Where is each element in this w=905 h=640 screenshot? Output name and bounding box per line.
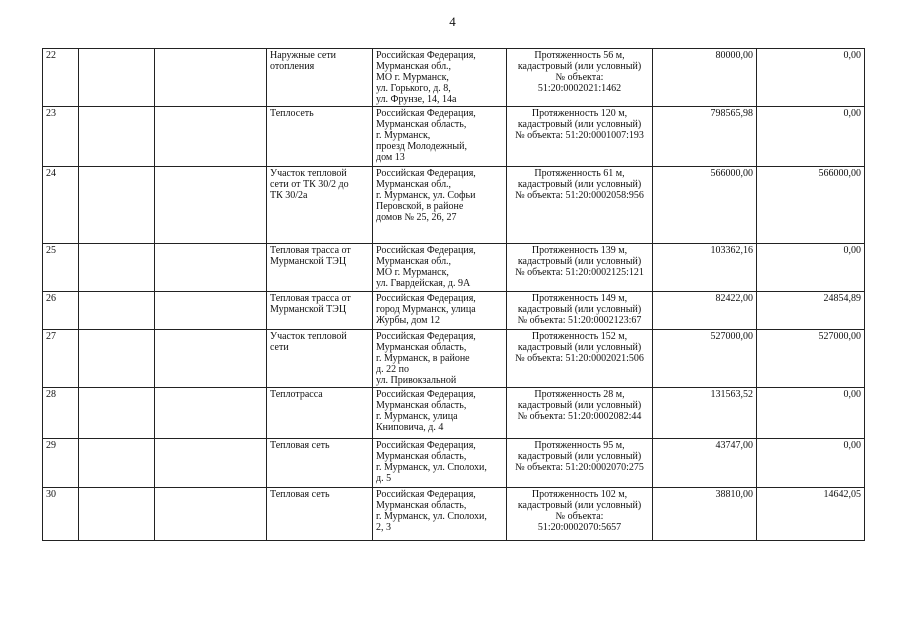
- object-name-cell: [267, 330, 373, 388]
- row-number: 26: [46, 293, 56, 304]
- empty-cell: [79, 439, 155, 488]
- value-cell: [653, 330, 757, 388]
- address-line: Мурманская обл.,: [376, 61, 452, 72]
- value-cell: [653, 488, 757, 541]
- description-line: Протяженность 61 м,: [534, 168, 625, 179]
- book-value: 566000,00: [710, 168, 753, 179]
- object-name-line: сети от ТК 30/2 до: [270, 179, 349, 190]
- description-cell: [507, 330, 653, 388]
- value-cell: [653, 388, 757, 439]
- row-number: 30: [46, 489, 56, 500]
- object-name-line: Участок тепловой: [270, 168, 347, 179]
- address-cell: [373, 488, 507, 541]
- address-line: Мурманская обл.,: [376, 256, 452, 267]
- address-line: г. Мурманск, улица: [376, 411, 458, 422]
- description-cell: [507, 49, 653, 107]
- residual-value: 0,00: [843, 245, 861, 256]
- object-name-cell: [267, 292, 373, 330]
- empty-cell: [155, 488, 267, 541]
- description-line: № объекта: 51:20:0001007:193: [515, 130, 644, 141]
- description-line: кадастровый (или условный): [517, 61, 642, 72]
- address-line: Российская Федерация,: [376, 331, 476, 342]
- description-line: Протяженность 28 м,: [534, 389, 625, 400]
- table-row: [43, 107, 865, 167]
- empty-cell: [155, 330, 267, 388]
- row-number-cell: [43, 488, 79, 541]
- address-line: г. Мурманск,: [376, 130, 431, 141]
- object-name-line: ТК 30/2а: [270, 190, 308, 201]
- address-line: Российская Федерация,: [376, 489, 476, 500]
- row-number: 27: [46, 331, 56, 342]
- row-number: 29: [46, 440, 56, 451]
- address-line: ул. Горького, д. 8,: [376, 83, 451, 94]
- description-line: Протяженность 95 м,: [534, 440, 625, 451]
- description-cell: [507, 107, 653, 167]
- description-line: № объекта: 51:20:0002058:956: [515, 190, 644, 201]
- address-cell: [373, 167, 507, 244]
- address-cell: [373, 292, 507, 330]
- description-line: кадастровый (или условный): [517, 500, 642, 511]
- address-cell: [373, 244, 507, 292]
- address-line: г. Мурманск, в районе: [376, 353, 470, 364]
- description-line: кадастровый (или условный): [517, 179, 642, 190]
- book-value: 798565,98: [710, 108, 753, 119]
- address-line: Российская Федерация,: [376, 168, 476, 179]
- object-name-cell: [267, 107, 373, 167]
- row-number-cell: [43, 167, 79, 244]
- residual-value: 24854,89: [823, 293, 861, 304]
- description-line: кадастровый (или условный): [517, 400, 642, 411]
- address-line: Российская Федерация,: [376, 108, 476, 119]
- table-row: [43, 244, 865, 292]
- description-line: кадастровый (или условный): [517, 342, 642, 353]
- book-value: 38810,00: [715, 489, 753, 500]
- book-value: 43747,00: [715, 440, 753, 451]
- description-line: № объекта: 51:20:0002125:121: [515, 267, 644, 278]
- object-name-cell: [267, 439, 373, 488]
- empty-cell: [155, 167, 267, 244]
- address-line: домов № 25, 26, 27: [376, 212, 457, 223]
- row-number-cell: [43, 439, 79, 488]
- row-number: 24: [46, 168, 56, 179]
- description-line: Протяженность 102 м,: [531, 489, 628, 500]
- address-line: ул. Фрунзе, 14, 14а: [376, 94, 457, 105]
- address-line: Российская Федерация,: [376, 440, 476, 451]
- residual-value: 527000,00: [818, 331, 861, 342]
- description-cell: [507, 388, 653, 439]
- value-cell: [757, 167, 865, 244]
- description-cell: [507, 292, 653, 330]
- description-cell: [507, 439, 653, 488]
- description-cell: [507, 167, 653, 244]
- empty-cell: [155, 388, 267, 439]
- row-number: 28: [46, 389, 56, 400]
- object-name-line: Тепловая сеть: [270, 489, 330, 500]
- description-line: 51:20:0002070:5657: [537, 522, 622, 533]
- address-line: Перовской, в районе: [376, 201, 464, 212]
- address-cell: [373, 49, 507, 107]
- value-cell: [653, 292, 757, 330]
- address-line: ул. Гвардейская, д. 9А: [376, 278, 471, 289]
- description-line: кадастровый (или условный): [517, 119, 642, 130]
- object-name-line: Теплотрасса: [270, 389, 323, 400]
- book-value: 80000,00: [715, 50, 753, 61]
- table-row: [43, 167, 865, 244]
- table-row: [43, 488, 865, 541]
- value-cell: [757, 388, 865, 439]
- description-line: Протяженность 152 м,: [531, 331, 628, 342]
- address-line: 2, 3: [376, 522, 391, 533]
- address-line: Российская Федерация,: [376, 389, 476, 400]
- address-line: дом 13: [376, 152, 405, 163]
- object-name-line: Мурманской ТЭЦ: [270, 256, 347, 267]
- book-value: 82422,00: [715, 293, 753, 304]
- object-name-line: Тепловая трасса от: [270, 293, 351, 304]
- address-line: Мурманская область,: [376, 119, 467, 130]
- residual-value: 0,00: [843, 108, 861, 119]
- address-line: Российская Федерация,: [376, 293, 476, 304]
- residual-value: 0,00: [843, 50, 861, 61]
- value-cell: [653, 439, 757, 488]
- empty-cell: [79, 167, 155, 244]
- description-line: кадастровый (или условный): [517, 304, 642, 315]
- description-line: № объекта: 51:20:0002123:67: [517, 315, 642, 326]
- address-line: МО г. Мурманск,: [376, 267, 449, 278]
- description-line: Протяженность 139 м,: [531, 245, 628, 256]
- address-line: г. Мурманск, ул. Сполохи,: [376, 511, 487, 522]
- row-number-cell: [43, 330, 79, 388]
- value-cell: [757, 439, 865, 488]
- book-value: 527000,00: [710, 331, 753, 342]
- address-line: Мурманская область,: [376, 451, 467, 462]
- address-line: Российская Федерация,: [376, 50, 476, 61]
- address-line: Журбы, дом 12: [376, 315, 441, 326]
- row-number-cell: [43, 244, 79, 292]
- description-line: Протяженность 56 м,: [534, 50, 625, 61]
- object-name-cell: [267, 488, 373, 541]
- description-line: кадастровый (или условный): [517, 256, 642, 267]
- object-name-cell: [267, 167, 373, 244]
- value-cell: [757, 292, 865, 330]
- row-number-cell: [43, 292, 79, 330]
- address-line: г. Мурманск, ул. Софьи: [376, 190, 476, 201]
- description-line: № объекта:: [555, 72, 604, 83]
- address-line: Мурманская область,: [376, 500, 467, 511]
- object-name-line: Тепловая сеть: [270, 440, 330, 451]
- row-number: 23: [46, 108, 56, 119]
- description-cell: [507, 244, 653, 292]
- row-number-cell: [43, 107, 79, 167]
- table-row: [43, 330, 865, 388]
- residual-value: 566000,00: [818, 168, 861, 179]
- empty-cell: [79, 488, 155, 541]
- address-line: ул. Привокзальной: [376, 375, 457, 386]
- row-number-cell: [43, 388, 79, 439]
- description-line: № объекта: 51:20:0002070:275: [515, 462, 644, 473]
- empty-cell: [79, 107, 155, 167]
- value-cell: [757, 107, 865, 167]
- address-line: д. 5: [376, 473, 392, 484]
- address-cell: [373, 439, 507, 488]
- address-line: г. Мурманск, ул. Сполохи,: [376, 462, 487, 473]
- empty-cell: [79, 292, 155, 330]
- description-line: 51:20:0002021:1462: [537, 83, 622, 94]
- property-register-table: [42, 48, 865, 541]
- description-line: № объекта: 51:20:0002082:44: [517, 411, 642, 422]
- empty-cell: [155, 292, 267, 330]
- object-name-cell: [267, 388, 373, 439]
- address-line: д. 22 по: [376, 364, 409, 375]
- value-cell: [653, 244, 757, 292]
- value-cell: [757, 330, 865, 388]
- value-cell: [653, 107, 757, 167]
- object-name-line: Тепловая трасса от: [270, 245, 351, 256]
- table-row: [43, 439, 865, 488]
- page-number: 4: [449, 14, 456, 29]
- address-line: Мурманская обл.,: [376, 179, 452, 190]
- description-line: № объекта:: [555, 511, 604, 522]
- table-row: [43, 292, 865, 330]
- value-cell: [757, 488, 865, 541]
- empty-cell: [79, 330, 155, 388]
- row-number: 25: [46, 245, 56, 256]
- value-cell: [653, 49, 757, 107]
- object-name-line: сети: [270, 342, 289, 353]
- address-line: Российская Федерация,: [376, 245, 476, 256]
- book-value: 103362,16: [710, 245, 753, 256]
- row-number-cell: [43, 49, 79, 107]
- address-cell: [373, 330, 507, 388]
- value-cell: [653, 167, 757, 244]
- residual-value: 14642,05: [823, 489, 861, 500]
- empty-cell: [155, 49, 267, 107]
- empty-cell: [155, 107, 267, 167]
- empty-cell: [79, 244, 155, 292]
- address-cell: [373, 107, 507, 167]
- empty-cell: [155, 244, 267, 292]
- address-line: Книповича, д. 4: [376, 422, 444, 433]
- description-line: Протяженность 120 м,: [531, 108, 628, 119]
- object-name-line: отопления: [270, 61, 315, 72]
- address-line: город Мурманск, улица: [376, 304, 476, 315]
- row-number: 22: [46, 50, 56, 61]
- object-name-line: Мурманской ТЭЦ: [270, 304, 347, 315]
- object-name-line: Участок тепловой: [270, 331, 347, 342]
- residual-value: 0,00: [843, 389, 861, 400]
- address-cell: [373, 388, 507, 439]
- description-cell: [507, 488, 653, 541]
- address-line: Мурманская область,: [376, 342, 467, 353]
- object-name-line: Наружные сети: [270, 50, 337, 61]
- empty-cell: [155, 439, 267, 488]
- address-line: МО г. Мурманск,: [376, 72, 449, 83]
- residual-value: 0,00: [843, 440, 861, 451]
- object-name-cell: [267, 244, 373, 292]
- description-line: № объекта: 51:20:0002021:506: [515, 353, 644, 364]
- description-line: Протяженность 149 м,: [531, 293, 628, 304]
- description-line: кадастровый (или условный): [517, 451, 642, 462]
- empty-cell: [79, 388, 155, 439]
- book-value: 131563,52: [710, 389, 753, 400]
- table-row: [43, 49, 865, 107]
- table-row: [43, 388, 865, 439]
- address-line: Мурманская область,: [376, 400, 467, 411]
- value-cell: [757, 49, 865, 107]
- empty-cell: [79, 49, 155, 107]
- value-cell: [757, 244, 865, 292]
- object-name-line: Теплосеть: [270, 108, 314, 119]
- address-line: проезд Молодежный,: [376, 141, 467, 152]
- object-name-cell: [267, 49, 373, 107]
